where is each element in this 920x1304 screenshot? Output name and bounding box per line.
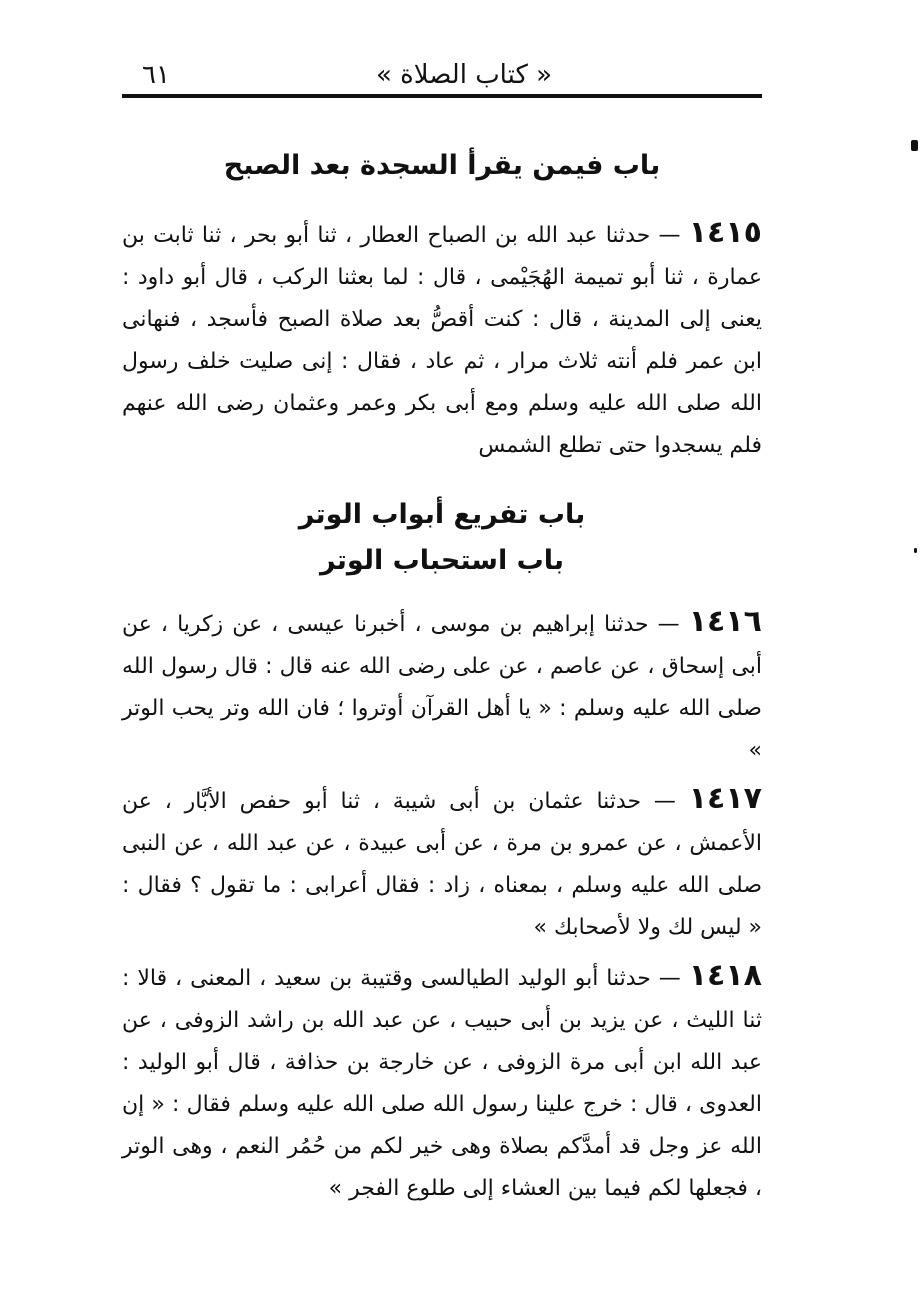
hadith-number: ١٤١٦ xyxy=(688,604,762,639)
hadith-text: — حدثنا عثمان بن أبى شيبة ، ثنا أبو حفص الأبَّار ، عن الأعمش ، عن عمرو بن مرة ، عن أبى عبيدة ، عن عبد الله ، عن النبى صلى الله عليه وسلم ، بمعناه ، زاد : فقال أعرابى : ما تقول ؟ فقال : « ليس لك ولا لأصحابك » xyxy=(122,789,762,940)
margin-ink-mark xyxy=(911,140,918,151)
page-body xyxy=(122,140,762,1210)
hadith-text: — حدثنا إبراهيم بن موسى ، أخبرنا عيسى ، عن زكريا ، عن أبى إسحاق ، عن عاصم ، عن على رضى الله عنه قال : قال رسول الله صلى الله عليه وسلم : « يا أهل القرآن أوتروا ؛ فان الله وتر يحب الوتر » xyxy=(122,612,762,763)
hadith-1417 xyxy=(122,778,762,949)
margin-ink-dot xyxy=(914,548,917,553)
hadith-1418 xyxy=(122,955,762,1210)
hadith-number: ١٤١٥ xyxy=(688,215,762,250)
running-title: « كتاب الصلاة » xyxy=(375,60,552,90)
chapter-heading-witr-recommended: باب استحباب الوتر xyxy=(319,545,565,576)
hadith-number: ١٤١٨ xyxy=(688,958,762,993)
chapter-heading-prostration-after-fajr: باب فيمن يقرأ السجدة بعد الصبح xyxy=(223,150,661,181)
hadith-1416 xyxy=(122,601,762,772)
page-number: ٦١ xyxy=(142,60,170,90)
hadith-text: — حدثنا عبد الله بن الصباح العطار ، ثنا أبو بحر ، ثنا ثابت بن عمارة ، ثنا أبو تميمة الهُجَيْمى ، قال : لما بعثنا الركب ، قال أبو داود : يعنى إلى المدينة ، قال : كنت أقصُّ بعد صلاة الصبح فأسجد ، فنهانى ابن عمر فلم أنته ثلاث مرار ، ثم عاد ، فقال : إنى صليت خلف رسول الله صلى الله عليه وسلم ومع أبى بكر وعمر وعثمان رضى الله عنهم فلم يسجدوا حتى تطلع الشمس xyxy=(122,223,762,458)
hadith-number: ١٤١٧ xyxy=(688,781,762,816)
chapter-heading-witr-chapters: باب تفريع أبواب الوتر xyxy=(298,499,586,530)
page-header xyxy=(122,58,762,92)
hadith-text: — حدثنا أبو الوليد الطيالسى وقتيبة بن سعيد ، المعنى ، قالا : ثنا الليث ، عن يزيد بن أبى حبيب ، عن عبد الله بن راشد الزوفى ، عن عبد الله ابن أبى مرة الزوفى ، عن خارجة بن حذافة ، قال أبو الوليد : العدوى ، قال : خرج علينا رسول الله صلى الله عليه وسلم فقال : « إن الله عز وجل قد أمدَّكم بصلاة وهى خير لكم من حُمُر النعم ، وهى الوتر ، فجعلها لكم فيما بين العشاء إلى طلوع الفجر » xyxy=(122,966,762,1201)
hadith-1415 xyxy=(122,212,762,467)
header-rule xyxy=(122,94,762,98)
